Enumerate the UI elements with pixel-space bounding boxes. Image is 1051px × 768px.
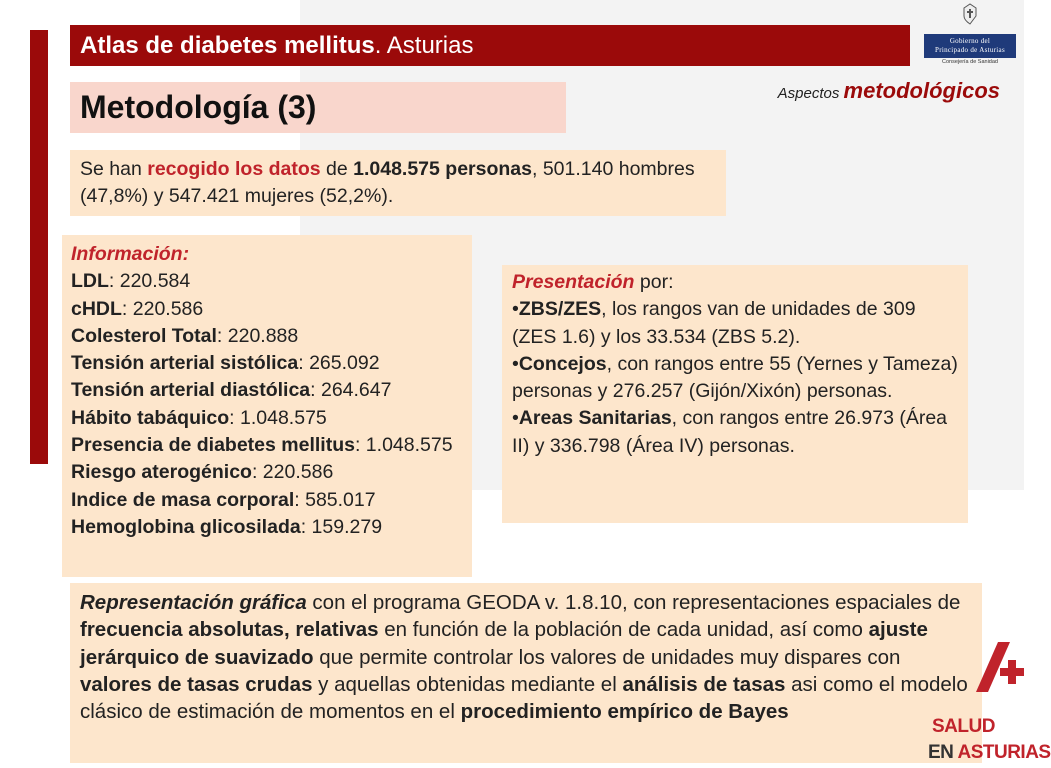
information-box: [62, 235, 472, 577]
crest-icon: [960, 2, 980, 26]
presentation-box: [502, 265, 968, 523]
info-item: Tensión arterial sistólica: 265.092: [71, 352, 380, 375]
header-bar: [70, 25, 910, 66]
info-item: Riesgo aterogénico: 220.586: [71, 461, 334, 484]
left-accent-bar: [30, 30, 48, 464]
en-asturias-label: EN ASTURIAS: [928, 742, 1051, 763]
presentation-item: •Areas Sanitarias, con rangos entre 26.973 (Área II) y 336.798 (Área IV) personas.: [512, 407, 948, 457]
page-title: Metodología (3): [80, 89, 317, 125]
representation-box: Representación gráfica con el programa GEODA v. 1.8.10, con representaciones espaciales de frecuencia absolutas, relativas en función de la población de cada unidad, así como ajuste jerárquico de suavizado que permite controlar los valores de unidades muy dispares con valores de tasas crudas y aquellas obtenidas mediante el análisis de tasas asi como el modelo clásico de estimación de momentos en el procedimiento empírico de Bayes: [70, 583, 982, 763]
salud-asturias-logo: [926, 630, 1051, 768]
presentation-header: Presentación por:: [512, 271, 674, 293]
title-box: [70, 82, 566, 133]
logo-line2: Principado de Asturias: [935, 46, 1005, 54]
section-label: Aspectos metodológicos: [777, 78, 1000, 103]
intro-box: Se han recogido los datos de 1.048.575 personas, 501.140 hombres (47,8%) y 547.421 mujeres (52,2%).: [70, 150, 726, 216]
info-item: LDL: 220.584: [71, 270, 191, 293]
logo-line3: Consejería de Sanidad: [942, 59, 998, 65]
salud-label: SALUD: [932, 716, 995, 737]
information-header: Información:: [71, 243, 190, 265]
logo-label-box: [924, 34, 1016, 58]
salud-plus-icon: [926, 630, 1024, 716]
info-item: Hábito tabáquico: 1.048.575: [71, 406, 327, 429]
gobierno-asturias-logo: [924, 2, 1016, 64]
presentation-item: •Concejos, con rangos entre 55 (Yernes y Tameza) personas y 276.257 (Gijón/Xixón) personas.: [512, 352, 958, 403]
presentation-item: •ZBS/ZES, los rangos van de unidades de 309 (ZES 1.6) y los 33.534 (ZBS 5.2).: [512, 298, 916, 348]
info-item: Presencia de diabetes mellitus: 1.048.575: [71, 434, 453, 457]
info-item: Colesterol Total: 220.888: [71, 324, 299, 347]
logo-line1: Gobierno del: [949, 37, 991, 45]
info-item: cHDL: 220.586: [71, 297, 204, 320]
header-title: Atlas de diabetes mellitus. Asturias: [80, 32, 474, 59]
info-item: Tensión arterial diastólica: 264.647: [71, 379, 392, 402]
info-item: Indice de masa corporal: 585.017: [71, 488, 376, 511]
info-item: Hemoglobina glicosilada: 159.279: [71, 515, 383, 538]
